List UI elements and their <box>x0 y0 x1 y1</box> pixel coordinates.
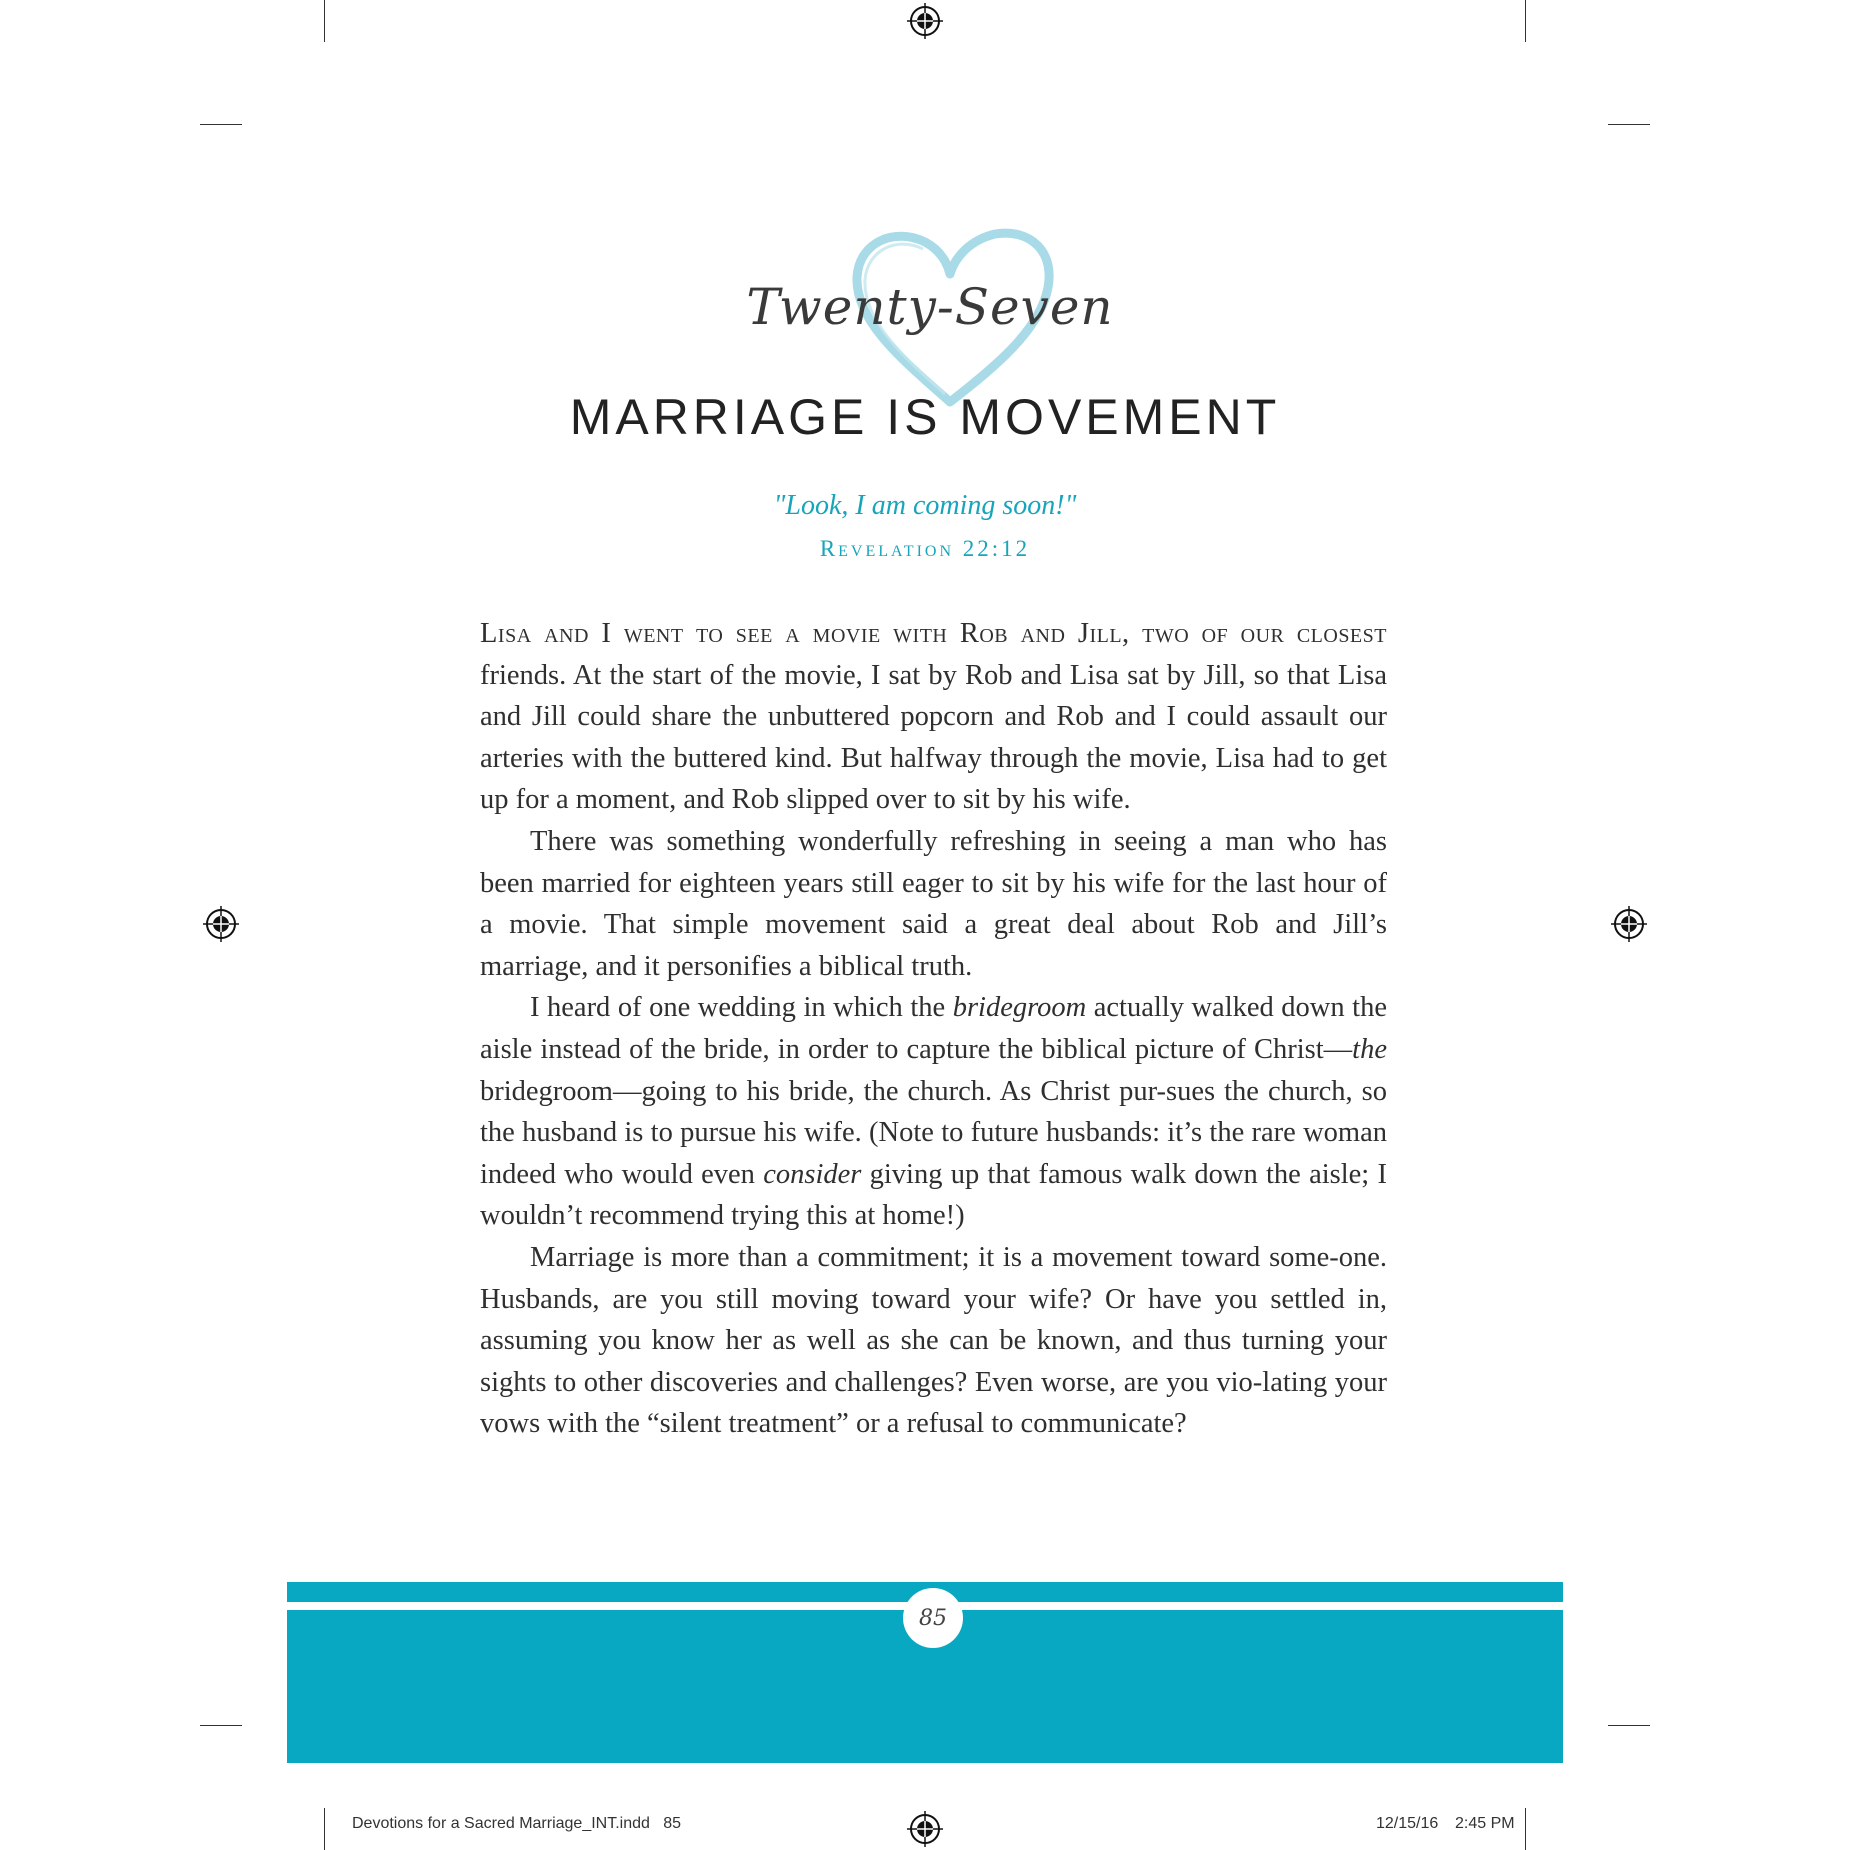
paragraph-3-text-a: I heard of one wedding in which the <box>530 992 953 1024</box>
epigraph-reference: Revelation 22:12 <box>819 536 1031 561</box>
paragraph-1 <box>480 613 1387 821</box>
body-text <box>480 613 1387 1445</box>
slug-filename: Devotions for a Sacred Marriage_INT.indd 85 <box>352 1815 682 1832</box>
slug-time: 2:45 PM <box>1455 1815 1515 1832</box>
paragraph-1-text: friends. At the start of the movie, I sat by Rob and Lisa sat by Jill, so that Lisa and Jill could share the unbuttered popcorn and Rob and I could assault our arteries with the buttered kind. But halfway through the movie, Lisa had to get up for a moment, and Rob slipped over to sit by his wife. <box>480 659 1387 816</box>
chapter-title: MARRIAGE IS MOVEMENT <box>569 389 1281 445</box>
registration-mark-icon <box>1611 906 1647 942</box>
paragraph-4: Marriage is more than a commitment; it is a movement toward some-one. Husbands, are you still moving toward your wife? Or have you settled in, assuming you know her as well as she can be known, and thus turning your sights to other discoveries and challenges? Even worse, are you vio-lating your vows with the “silent treatment” or a refusal to communicate? <box>480 1241 1387 1440</box>
emphasis-consider: consider <box>763 1158 862 1190</box>
emphasis-bridegroom: bridegroom <box>952 992 1087 1024</box>
chapter-number: Twenty-Seven <box>746 278 1114 336</box>
crop-mark-left-bottom <box>200 1725 242 1726</box>
paragraph-3 <box>480 987 1387 1237</box>
crop-mark-left-top <box>200 124 242 125</box>
registration-mark-icon <box>203 906 239 942</box>
crop-mark-top-right <box>1525 0 1526 42</box>
paragraph-lead-in: Lisa and I went to see a movie with Rob and Jill, two of our closest <box>480 618 1387 649</box>
emphasis-the: the <box>1352 1033 1387 1065</box>
crop-mark-bottom-right <box>1525 1808 1526 1850</box>
crop-mark-top-left <box>324 0 325 42</box>
page-number <box>903 1588 963 1648</box>
page-number-label: 85 <box>919 1605 947 1631</box>
paragraph-3-text-d: giving up that famous walk down the aisle; I wouldn’t recommend trying this at home!) <box>480 1158 1387 1232</box>
paragraph-3-text-c: bridegroom—going to his bride, the church. As Christ pur-sues the church, so the husband is to pursue his wife. (Note to future husbands: it’s the rare woman indeed who would even <box>480 1075 1387 1190</box>
crop-mark-right-top <box>1608 124 1650 125</box>
registration-mark-icon <box>907 1811 943 1847</box>
paragraph-2: There was something wonderfully refreshing in seeing a man who has been married for eighteen years still eager to sit by his wife for the last hour of a movie. That simple movement said a great deal about Rob and Jill’s marriage, and it personifies a biblical truth. <box>480 825 1387 982</box>
registration-mark-icon <box>907 3 943 39</box>
paragraph-3-text-b: actually walked down the aisle instead of the bride, in order to capture the biblical picture of Christ— <box>480 992 1387 1065</box>
crop-mark-right-bottom <box>1608 1725 1650 1726</box>
crop-mark-bottom-left <box>324 1808 325 1850</box>
epigraph-quote: "Look, I am coming soon!" <box>773 490 1077 521</box>
slug-date: 12/15/16 <box>1376 1815 1439 1832</box>
